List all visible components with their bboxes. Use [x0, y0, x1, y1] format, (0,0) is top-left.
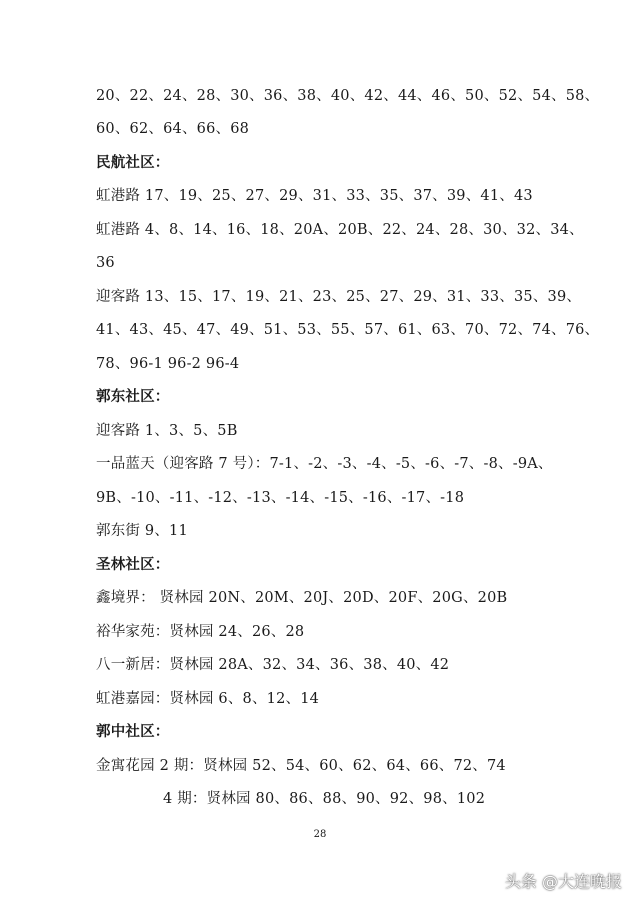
- text-line: 20、22、24、28、30、36、38、40、42、44、46、50、52、54、58、: [96, 88, 600, 104]
- text-line: 9B、-10、-11、-12、-13、-14、-15、-16、-17、-18: [96, 490, 465, 506]
- text-line: 一品蓝天（迎客路 7 号）：7-1、-2、-3、-4、-5、-6、-7、-8、-9A、: [96, 456, 553, 472]
- text-line: 八一新居：贤林园 28A、32、34、36、38、40、42: [96, 657, 450, 673]
- text-line: 迎客路 1、3、5、5B: [96, 423, 238, 439]
- section-heading-shenglin: 圣林社区：: [96, 557, 170, 573]
- section-heading-minhang: 民航社区：: [96, 155, 170, 171]
- text-line: 36: [96, 255, 115, 271]
- text-line: 41、43、45、47、49、51、53、55、57、61、63、70、72、74、76、: [96, 322, 600, 338]
- text-line: 鑫境界： 贤林园 20N、20M、20J、20D、20F、20G、20B: [96, 590, 508, 606]
- text-line: 虹港嘉园：贤林园 6、8、12、14: [96, 691, 320, 707]
- text-line: 虹港路 4、8、14、16、18、20A、20B、22、24、28、30、32、34、: [96, 222, 584, 238]
- text-line: 60、62、64、66、68: [96, 121, 250, 137]
- text-line: 4 期：贤林园 80、86、88、90、92、98、102: [163, 791, 486, 807]
- text-line: 虹港路 17、19、25、27、29、31、33、35、37、39、41、43: [96, 188, 533, 204]
- text-line: 裕华家苑：贤林园 24、26、28: [96, 624, 305, 640]
- section-heading-guodong: 郭东社区：: [96, 389, 170, 405]
- text-line: 金寓花园 2 期：贤林园 52、54、60、62、64、66、72、74: [96, 758, 506, 774]
- section-heading-guozhong: 郭中社区：: [96, 724, 170, 740]
- watermark: 头条 @大连晚报: [504, 872, 622, 891]
- text-line: 78、96-1 96-2 96-4: [96, 356, 240, 372]
- text-line: 迎客路 13、15、17、19、21、23、25、27、29、31、33、35、39、: [96, 289, 582, 305]
- text-line: 郭东街 9、11: [96, 523, 188, 539]
- page-number: 28: [313, 829, 327, 840]
